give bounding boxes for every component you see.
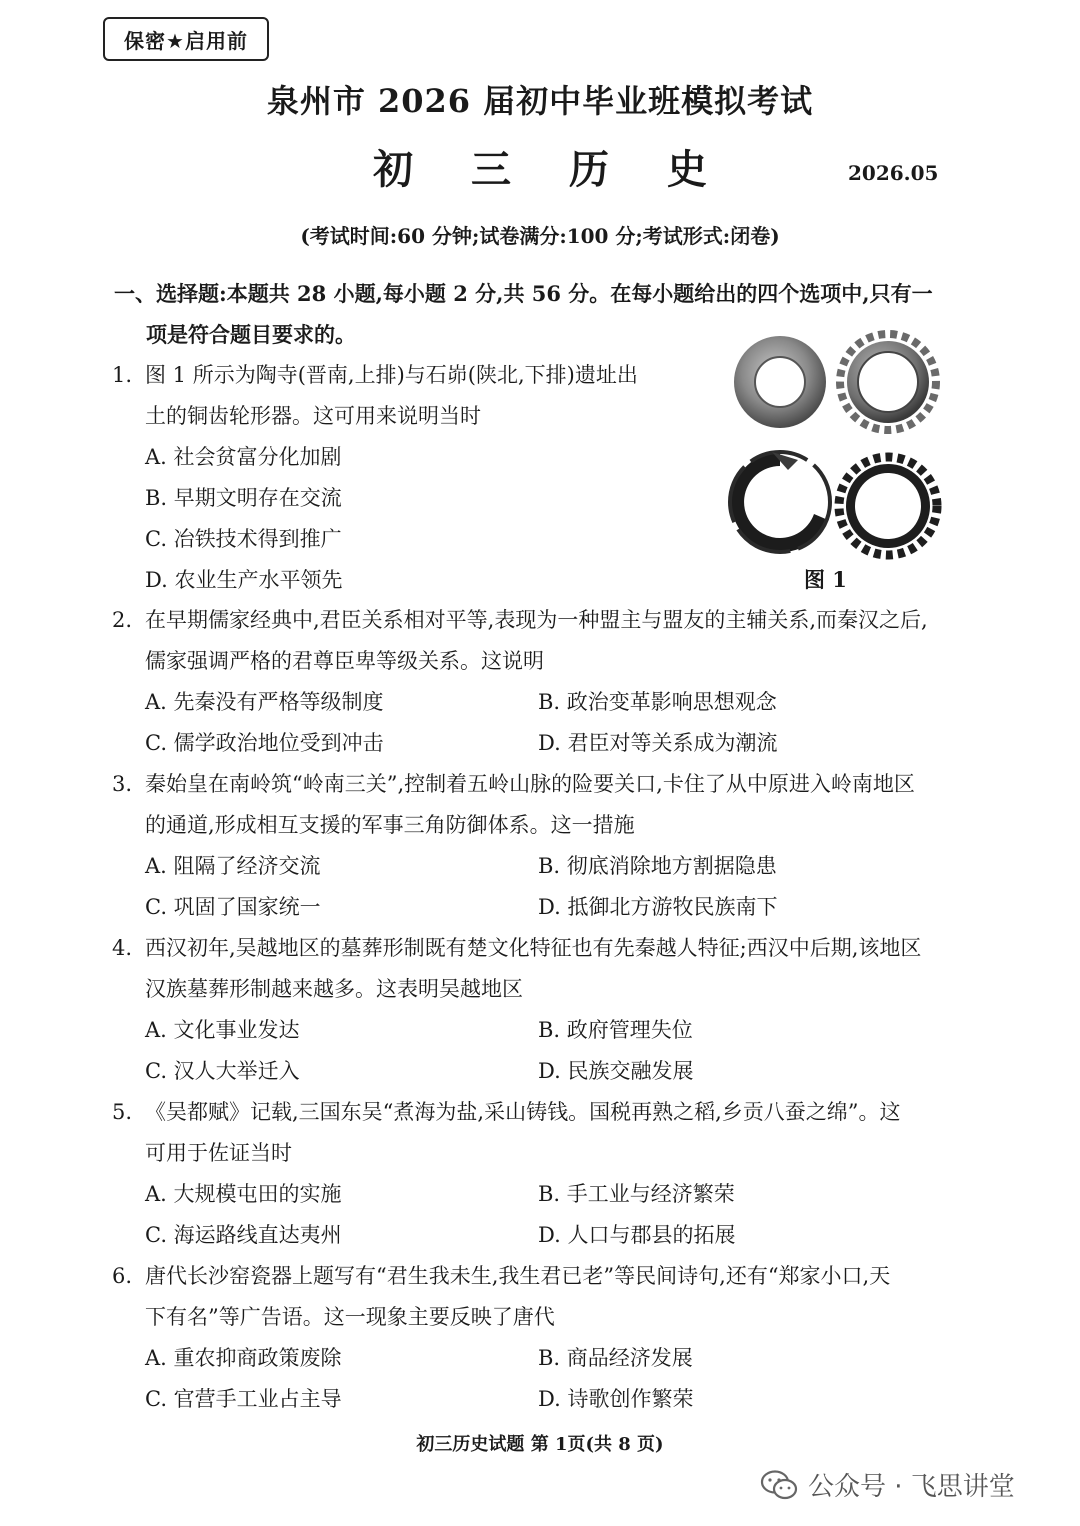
question-number: 5. <box>112 1100 133 1124</box>
exam-date: 2026.05 <box>848 161 939 185</box>
question-number: 1. <box>112 363 133 387</box>
option-a: A. 重农抑商政策废除 <box>145 1346 342 1370</box>
option-d: D. 民族交融发展 <box>538 1059 694 1083</box>
option-b: B. 手工业与经济繁荣 <box>538 1182 735 1206</box>
exam-info: (考试时间:60 分钟;试卷满分:100 分;考试形式:闭卷) <box>300 224 780 248</box>
watermark <box>760 1466 1015 1503</box>
option-d: D. 人口与郡县的拓展 <box>538 1223 736 1247</box>
option-d: D. 诗歌创作繁荣 <box>538 1387 694 1411</box>
option-a: A. 文化事业发达 <box>145 1018 300 1042</box>
question-stem: 的通道,形成相互支援的军事三角防御体系。这一措施 <box>145 813 635 837</box>
confidential-badge: 保密★启用前 <box>103 17 269 61</box>
section-heading-cont: 项是符合题目要求的。 <box>146 322 356 347</box>
question-stem: 《吴都赋》记载,三国东吴“煮海为盐,采山铸钱。国税再熟之稻,乡贡八蚕之绵”。这 <box>145 1100 901 1124</box>
option-c: C. 冶铁技术得到推广 <box>145 527 342 551</box>
option-a: A. 社会贫富分化加剧 <box>145 445 342 469</box>
option-b: B. 政治变革影响思想观念 <box>538 690 777 714</box>
gear-artifact-taosi-1 <box>734 336 826 428</box>
option-d: D. 农业生产水平领先 <box>145 568 343 592</box>
subject-title: 初 三 历 史 <box>373 147 729 193</box>
page-footer: 初三历史试题 第 1页(共 8 页) <box>416 1434 664 1455</box>
option-a: A. 阻隔了经济交流 <box>145 854 321 878</box>
option-b: B. 早期文明存在交流 <box>145 486 342 510</box>
option-b: B. 彻底消除地方割据隐患 <box>538 854 777 878</box>
option-d: D. 抵御北方游牧民族南下 <box>538 895 778 919</box>
exam-title: 泉州市 2026 届初中毕业班模拟考试 <box>266 82 814 120</box>
option-d: D. 君臣对等关系成为潮流 <box>538 731 778 755</box>
gear-artifact-taosi-2 <box>840 334 936 430</box>
wechat-icon <box>760 1469 798 1501</box>
question-stem: 土的铜齿轮形器。这可用来说明当时 <box>145 404 481 428</box>
watermark-text: 公众号 · 飞思讲堂 <box>808 1472 1015 1502</box>
option-a: A. 大规模屯田的实施 <box>145 1182 342 1206</box>
question-number: 6. <box>112 1264 133 1288</box>
bronze-gear-artifacts-image <box>728 330 948 575</box>
question-stem: 下有名”等广告语。这一现象主要反映了唐代 <box>145 1305 555 1329</box>
option-c: C. 儒学政治地位受到冲击 <box>145 731 384 755</box>
question-stem: 汉族墓葬形制越来越多。这表明吴越地区 <box>145 977 523 1001</box>
section-heading: 一、选择题:本题共 28 小题,每小题 2 分,共 56 分。在每小题给出的四个选项中,只有一 <box>114 281 933 306</box>
option-c: C. 巩固了国家统一 <box>145 895 321 919</box>
option-c: C. 海运路线直达夷州 <box>145 1223 342 1247</box>
question-number: 4. <box>112 936 133 960</box>
option-b: B. 商品经济发展 <box>538 1346 693 1370</box>
option-c: C. 官营手工业占主导 <box>145 1387 342 1411</box>
question-number: 2. <box>112 608 133 632</box>
question-stem: 西汉初年,吴越地区的墓葬形制既有楚文化特征也有先秦越人特征;西汉中后期,该地区 <box>145 936 922 960</box>
question-stem: 可用于佐证当时 <box>145 1141 292 1165</box>
option-c: C. 汉人大举迁入 <box>145 1059 300 1083</box>
question-stem: 唐代长沙窑瓷器上题写有“君生我未生,我生君已老”等民间诗句,还有“郑家小口,天 <box>145 1264 891 1288</box>
question-stem: 儒家强调严格的君尊臣卑等级关系。这说明 <box>145 649 544 673</box>
question-stem: 图 1 所示为陶寺(晋南,上排)与石峁(陕北,下排)遗址出 <box>145 363 638 387</box>
option-b: B. 政府管理失位 <box>538 1018 693 1042</box>
question-number: 3. <box>112 772 133 796</box>
question-stem: 秦始皇在南岭筑“岭南三关”,控制着五岭山脉的险要关口,卡住了从中原进入岭南地区 <box>145 772 915 796</box>
gear-artifact-shimao-2 <box>839 457 937 555</box>
question-stem: 在早期儒家经典中,君臣关系相对平等,表现为一种盟主与盟友的主辅关系,而秦汉之后, <box>145 608 928 632</box>
gear-artifact-shimao-1 <box>730 452 830 552</box>
figure-caption: 图 1 <box>804 567 847 592</box>
option-a: A. 先秦没有严格等级制度 <box>145 690 384 714</box>
